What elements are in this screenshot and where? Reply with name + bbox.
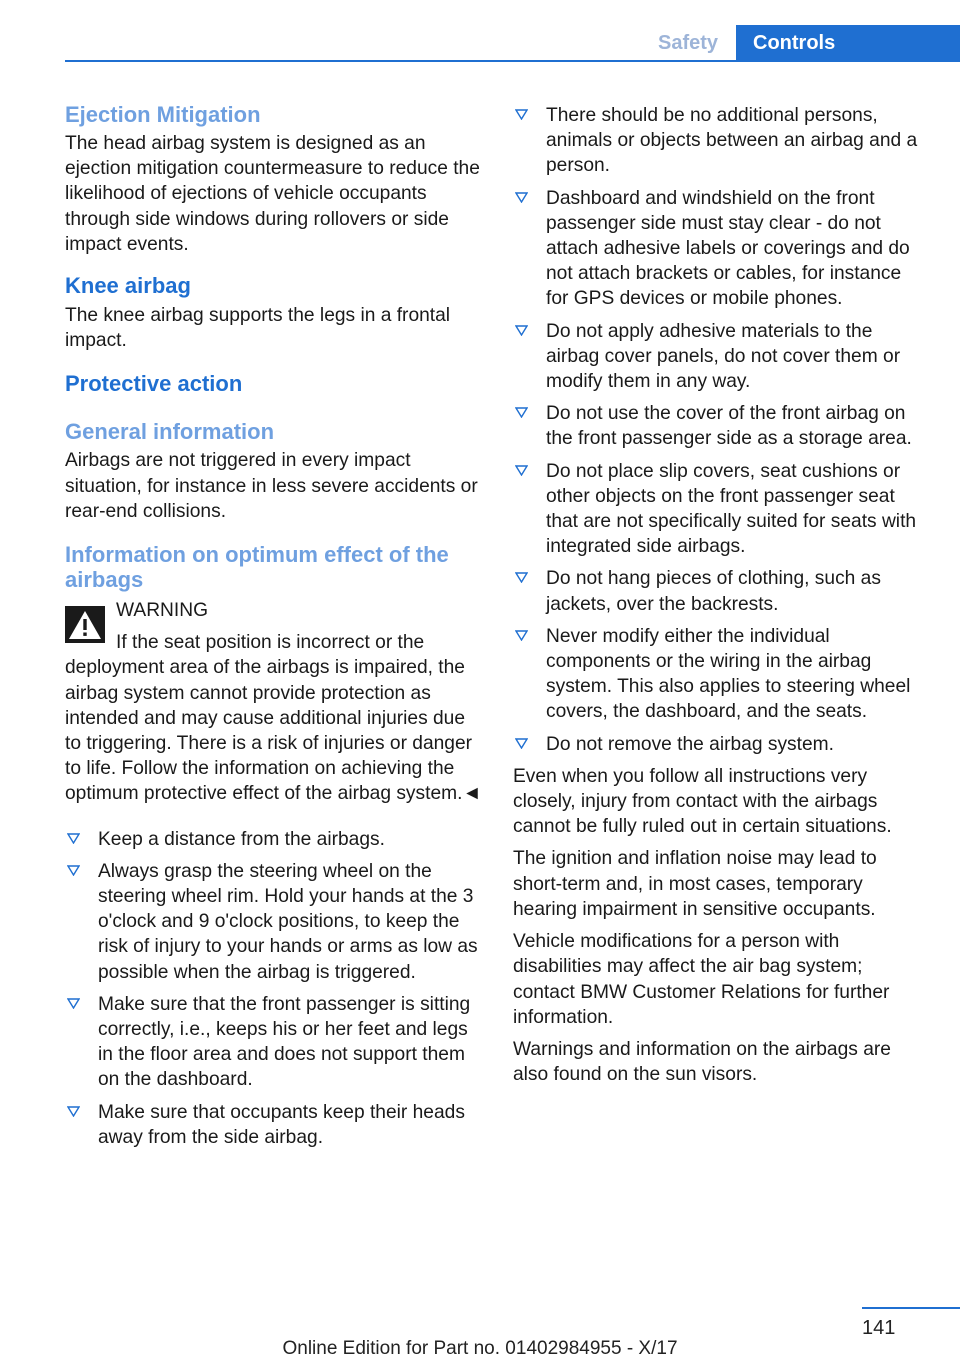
list-item-text: Do not hang pieces of clothing, such as jackets, over the backrests. xyxy=(546,568,881,615)
para-sun-visors: Warnings and information on the airbags are also found on the sun visors. xyxy=(513,1038,891,1086)
list-item xyxy=(65,827,483,852)
right-bullet-list xyxy=(513,103,928,757)
list-item-text: Do not remove the airbag system. xyxy=(546,733,834,755)
triangle-bullet-icon xyxy=(67,833,80,844)
ejection-heading: Ejection Mitigation xyxy=(65,102,261,127)
optimum-heading: Information on optimum effect of the airbags xyxy=(65,542,449,593)
list-item-text: Do not use the cover of the front airbag on the front passenger side as a storage area. xyxy=(546,403,912,450)
warning-triangle-icon xyxy=(65,606,105,643)
footer-rule xyxy=(862,1307,960,1309)
triangle-bullet-icon xyxy=(515,192,528,203)
list-item xyxy=(65,1100,483,1150)
list-item-text: Always grasp the steering wheel on the steering wheel rim. Hold your hands at the 3 o'clock and 9 o'clock positions, to keep the risk of injury to your hands or arms as low as possible when the airbag is triggered. xyxy=(98,860,478,983)
warning-block xyxy=(65,598,483,807)
list-item xyxy=(65,859,483,985)
list-item-text: Dashboard and windshield on the front passenger side must stay clear - do not attach adhesive labels or coverings and do not attach brackets or cables, for instance for GPS devices or mobile phones. xyxy=(546,187,910,310)
list-item-text: Do not apply adhesive materials to the airbag cover panels, do not cover them or modify them in any way. xyxy=(546,320,901,393)
header-tabs xyxy=(640,25,960,61)
list-item xyxy=(513,401,928,451)
left-bullet-list xyxy=(65,827,483,1150)
list-item xyxy=(513,566,928,616)
header-rule xyxy=(65,60,960,62)
ejection-text: The head airbag system is designed as an ejection mitigation countermeasure to reduce the likelihood of ejections of vehicle occupants through side windows during rollovers or side impact events. xyxy=(65,133,480,255)
list-item xyxy=(513,186,928,312)
triangle-bullet-icon xyxy=(67,1106,80,1117)
list-item-text: Make sure that the front passenger is sitting correctly, i.e., keeps his or her feet and legs in the floor area and does not support them on the dashboard. xyxy=(98,993,471,1091)
list-item xyxy=(513,103,928,179)
page-number: 141 xyxy=(862,1317,896,1339)
triangle-bullet-icon xyxy=(515,630,528,641)
triangle-bullet-icon xyxy=(515,738,528,749)
knee-heading: Knee airbag xyxy=(65,273,191,299)
footer-edition: Online Edition for Part no. 01402984955 - X/17 xyxy=(282,1338,678,1359)
right-column xyxy=(513,103,928,1094)
list-item xyxy=(513,624,928,725)
tab-safety[interactable]: Safety xyxy=(640,25,736,61)
triangle-bullet-icon xyxy=(67,865,80,876)
list-item-text: Keep a distance from the airbags. xyxy=(98,828,385,850)
list-item xyxy=(513,319,928,395)
knee-text: The knee airbag supports the legs in a frontal impact. xyxy=(65,305,451,352)
para-noise: The ignition and inflation noise may lead to short-term and, in most cases, temporary hearing impairment in sensitive occupants. xyxy=(513,848,877,920)
list-item xyxy=(513,459,928,560)
triangle-bullet-icon xyxy=(515,465,528,476)
list-item xyxy=(65,992,483,1093)
general-heading: General information xyxy=(65,419,275,445)
list-item-text: Never modify either the individual components or the wiring in the airbag system. This also applies to steering wheel covers, the dashboard, and the seats. xyxy=(546,625,911,723)
list-item-text: Do not place slip covers, seat cushions or other objects on the front passenger seat that are not specifically suited for seats with integrated side airbags. xyxy=(546,460,917,558)
para-injury: Even when you follow all instructions very closely, injury from contact with the airbags cannot be fully ruled out in certain situations. xyxy=(513,765,892,838)
triangle-bullet-icon xyxy=(67,998,80,1009)
triangle-bullet-icon xyxy=(515,407,528,418)
list-item-text: Make sure that occupants keep their heads away from the side airbag. xyxy=(98,1101,465,1148)
warning-title: WARNING xyxy=(116,600,209,622)
para-modifications: Vehicle modifications for a person with disabilities may affect the air bag system; contact BMW Customer Relations for further information. xyxy=(513,931,890,1028)
list-item xyxy=(513,732,928,757)
protective-heading: Protective action xyxy=(65,371,243,397)
triangle-bullet-icon xyxy=(515,572,528,583)
triangle-bullet-icon xyxy=(515,109,528,120)
left-column xyxy=(65,102,483,1157)
warning-text: If the seat position is incorrect or the deployment area of the airbags is impaired, the airbag system cannot provide protection as intended and may cause additional injuries due to triggering. There is a risk of injuries or danger to life. Follow the information on achieving the optimum protective effect of the airbag system.◄ xyxy=(65,632,482,805)
triangle-bullet-icon xyxy=(515,325,528,336)
tab-controls[interactable]: Controls xyxy=(736,25,960,61)
list-item-text: There should be no additional persons, animals or objects between an airbag and a person. xyxy=(546,105,918,177)
general-text: Airbags are not triggered in every impact situation, for instance in less severe accidents or rear-end collisions. xyxy=(65,450,478,522)
